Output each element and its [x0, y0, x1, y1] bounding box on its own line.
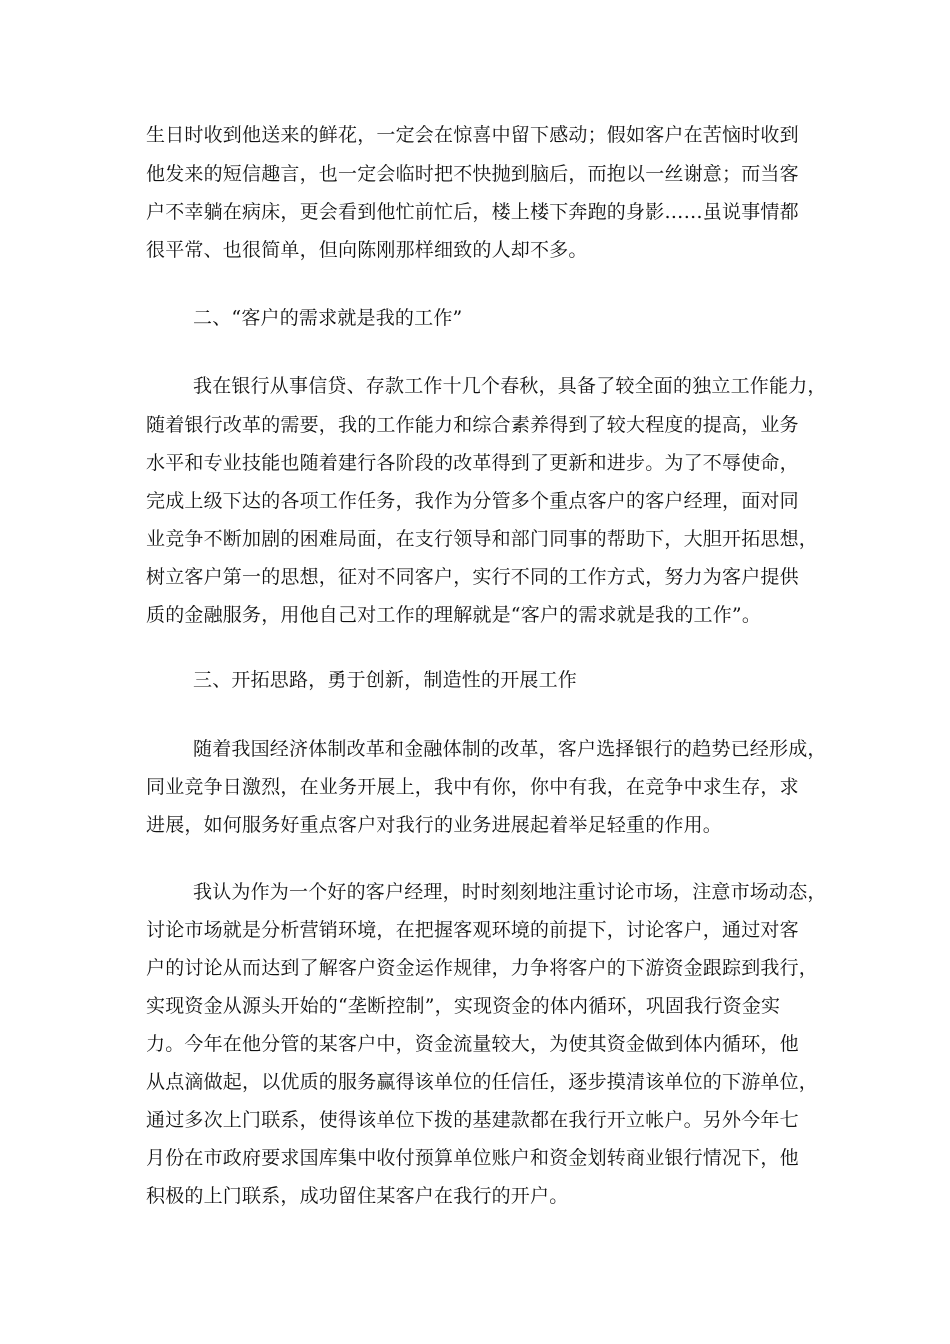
paragraph-4-line-5: 力。今年在他分管的某客户中，资金流量较大，为使其资金做到体内循环，他 — [146, 1033, 799, 1055]
paragraph-4-line-6: 从点滴做起，以优质的服务赢得该单位的任信任，逐步摸清该单位的下游单位， — [146, 1071, 819, 1093]
section-heading-3: 三、开拓思路，勇于创新，制造性的开展工作 — [193, 669, 578, 691]
paragraph-4-line-3: 户的讨论从而达到了解客户资金运作规律，力争将客户的下游资金跟踪到我行， — [146, 957, 819, 979]
paragraph-4-line-8: 月份在市政府要求国库集中收付预算单位账户和资金划转商业银行情况下，他 — [146, 1147, 799, 1169]
paragraph-2-line-6: 树立客户第一的思想，征对不同客户，实行不同的工作方式，努力为客户提供 — [146, 566, 799, 588]
paragraph-4-line-2: 讨论市场就是分析营销环境，在把握客观环境的前提下，讨论客户，通过对客 — [146, 919, 799, 941]
section-heading-2: 二、“客户的需求就是我的工作” — [193, 307, 463, 329]
paragraph-1-line-4: 很平常、也很简单，但向陈刚那样细致的人却不多。 — [146, 239, 588, 261]
paragraph-4-line-1: 我认为作为一个好的客户经理，时时刻刻地注重讨论市场，注意市场动态， — [193, 881, 827, 903]
paragraph-2-line-4: 完成上级下达的各项工作任务，我作为分管多个重点客户的客户经理，面对同 — [146, 490, 799, 512]
paragraph-2-line-2: 随着银行改革的需要，我的工作能力和综合素养得到了较大程度的提高，业务 — [146, 414, 799, 436]
paragraph-1-line-1: 生日时收到他送来的鲜花，一定会在惊喜中留下感动；假如客户在苦恼时收到 — [146, 124, 799, 146]
paragraph-2-line-1: 我在银行从事信贷、存款工作十几个春秋，具备了较全面的独立工作能力， — [193, 375, 827, 397]
paragraph-2-line-3: 水平和专业技能也随着建行各阶段的改革得到了更新和进步。为了不辱使命， — [146, 452, 799, 474]
paragraph-4-line-4: 实现资金从源头开始的“垄断控制”，实现资金的体内循环，巩固我行资金实 — [146, 995, 781, 1017]
paragraph-3-line-1: 随着我国经济体制改革和金融体制的改革，客户选择银行的趋势已经形成， — [193, 738, 827, 760]
paragraph-1-line-3: 户不幸躺在病床，更会看到他忙前忙后，楼上楼下奔跑的身影……虽说事情都 — [146, 201, 799, 223]
paragraph-2-line-7: 质的金融服务，用他自己对工作的理解就是“客户的需求就是我的工作”。 — [146, 604, 762, 626]
paragraph-4-line-9: 积极的上门联系，成功留住某客户在我行的开户。 — [146, 1185, 569, 1207]
paragraph-3-line-2: 同业竞争日激烈，在业务开展上，我中有你，你中有我，在竞争中求生存，求 — [146, 776, 799, 798]
paragraph-1-line-2: 他发来的短信趣言，也一定会临时把不快抛到脑后，而抱以一丝谢意；而当客 — [146, 163, 799, 185]
paragraph-2-line-5: 业竞争不断加剧的困难局面，在支行领导和部门同事的帮助下，大胆开拓思想， — [146, 528, 819, 550]
paragraph-3-line-3: 进展，如何服务好重点客户对我行的业务进展起着举足轻重的作用。 — [146, 814, 723, 836]
paragraph-4-line-7: 通过多次上门联系，使得该单位下拨的基建款都在我行开立帐户。另外今年七 — [146, 1109, 799, 1131]
